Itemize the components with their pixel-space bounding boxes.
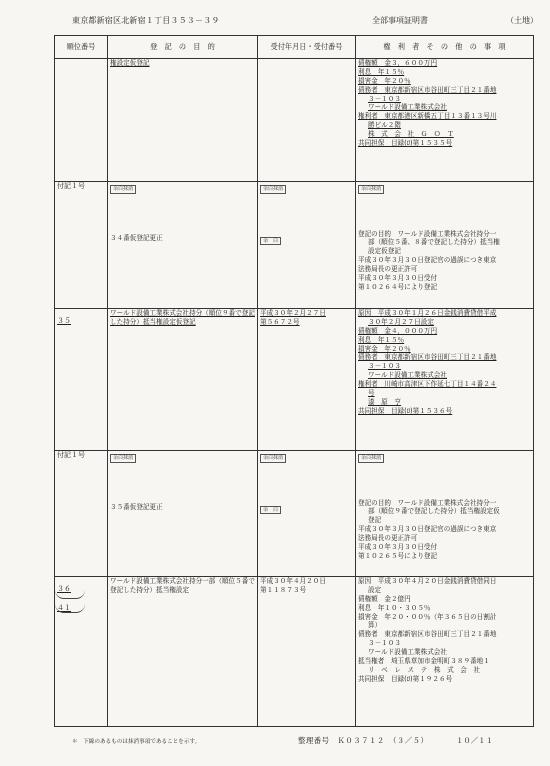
hand-mark (55, 590, 85, 599)
purpose-text: 権設定仮登記 (110, 59, 150, 67)
purpose-cell (108, 309, 258, 451)
col-purpose-header: 登 記 の 目 的 (108, 36, 258, 59)
purpose-text: ワールド設備工業株式会社持分（順位９番で登記した持分）抵当権設定仮登記 (110, 309, 255, 326)
rank-cell (55, 577, 108, 727)
page-number: １０／１１ (456, 736, 493, 745)
col-rights-header: 権 利 者 そ の 他 の 事 項 (356, 36, 534, 59)
date-cell (258, 451, 356, 577)
property-type: （土地） (506, 16, 538, 25)
rank-cell (55, 451, 108, 577)
margin-stamp: 余 白 (260, 506, 281, 515)
reception-date: 平成３０年２月２７日 (260, 309, 326, 317)
purpose-text: ３５番仮登記更正 (110, 502, 163, 511)
date-cell (258, 182, 356, 309)
rank-cell (55, 182, 108, 309)
property-address: 東京都新宿区北新宿１丁目３５３－３９ (72, 16, 220, 25)
underline-note: ＊ 下線のあるものは抹消事項であることを示す。 (72, 739, 201, 745)
rights-cell: 債権額 金３，６００万円 利息 年１５％ 損害金 年２０％ 債務者 東京都新宿区市谷田町三丁目２１番地 ３－１０３ ワールド設備工業株式会社 権利者 東京都港区新橋五丁目１３番１３号川 勝ビル２階 株 式 会 社 Ｇ Ｏ Ｔ 共同担保 目録(ﾛ)第１５３５号 (356, 59, 534, 182)
rank-number: ３５ (57, 317, 71, 325)
margin-stamp: 余 白 (260, 237, 281, 246)
erasure-stamp: 余白抹消 (260, 454, 286, 463)
purpose-text: ワールド設備工業株式会社持分一部（順位５番で登記した持分）抵当権設定 (110, 577, 255, 594)
reception-number: 第１１８７３号 (260, 585, 307, 594)
purpose-cell (108, 182, 258, 309)
rank-number: 付記１号 (57, 451, 85, 459)
date-cell (258, 59, 356, 182)
hand-mark (55, 604, 85, 613)
table-row (55, 451, 534, 577)
table-row (55, 577, 534, 727)
table-row (55, 309, 534, 451)
purpose-cell (108, 451, 258, 577)
rank-number: 付記１号 (57, 182, 85, 190)
rank-number: ４１ (57, 603, 71, 612)
reception-date: 平成３０年４月２０日 (260, 577, 326, 585)
col-rank-header: 順位番号 (55, 36, 108, 59)
registry-table (54, 35, 534, 727)
rights-cell: 原因 平成３０年１月２６日金銭消費貸借平成 ３０年２月２７日設定 債権額 金４，０００万円 利息 年１５％ 損害金 年２０％ 債務者 東京都新宿区市谷田町三丁目２１番地 ３－１０３ ワールド設備工業株式会社 権利者 川崎市高津区下作延七丁目１４番２４ 号 漆 原 亨 共同担保 目録(ﾛ)第１５３６号 (356, 309, 534, 451)
table-row (55, 59, 534, 182)
rank-number: ３６ (57, 585, 71, 593)
rights-cell: 原因 平成３０年４月２０日金銭消費貸借同日 設定 債権額 金２億円 利息 年１０・３０５％ 損害金 年２０・００％（年３６５日の日割計 算） 債務者 東京都新宿区市谷田町三丁目２１番地 ３－１０３ ワールド設備工業株式会社 抵当権者 埼玉県草加市金明町３８９番地１ リ ベ レ ス テ 株 式 会 社 共同担保 目録(ﾛ)第１９２６号 (356, 577, 534, 727)
rights-cell: 余白抹消 登記の目的 ワールド設備工業株式会社持分一 部（順位５番、８番で登記した持分）抵当権 設定仮登記 平成３０年３月３０日登記官の過誤につき東京 法務局長の更正許可 平成３０年３月３０日受付 第１０２６４号により登記 (356, 182, 534, 309)
erasure-stamp: 余白抹消 (110, 185, 136, 194)
rank-cell (55, 309, 108, 451)
erasure-stamp: 余白抹消 (358, 454, 384, 463)
date-cell (258, 309, 356, 451)
rank-number-group (57, 585, 71, 613)
purpose-text: ３４番仮登記更正 (110, 233, 163, 242)
table-header-row (55, 36, 534, 59)
date-cell (258, 577, 356, 727)
reference-number: 整理番号 Ｋ０３７１２ （３／５） (298, 736, 429, 745)
erasure-stamp: 余白抹消 (358, 185, 384, 194)
rights-cell: 余白抹消 登記の目的 ワールド設備工業株式会社持分一 部（順位９番で登記した持分）抵当権設定仮 登記 平成３０年３月３０日登記官の過誤につき東京 法務局長の更正許可 平成３０年３月３０日受付 第１０２６５号により登記 (356, 451, 534, 577)
reception-number: 第５６７２号 (260, 317, 300, 326)
purpose-cell (108, 577, 258, 727)
rank-cell (55, 59, 108, 182)
table-row (55, 182, 534, 309)
purpose-cell (108, 59, 258, 182)
erasure-stamp: 余白抹消 (110, 454, 136, 463)
erasure-stamp: 余白抹消 (260, 185, 286, 194)
document-title: 全部事項証明書 (372, 16, 428, 25)
col-date-header: 受付年月日・受付番号 (258, 36, 356, 59)
